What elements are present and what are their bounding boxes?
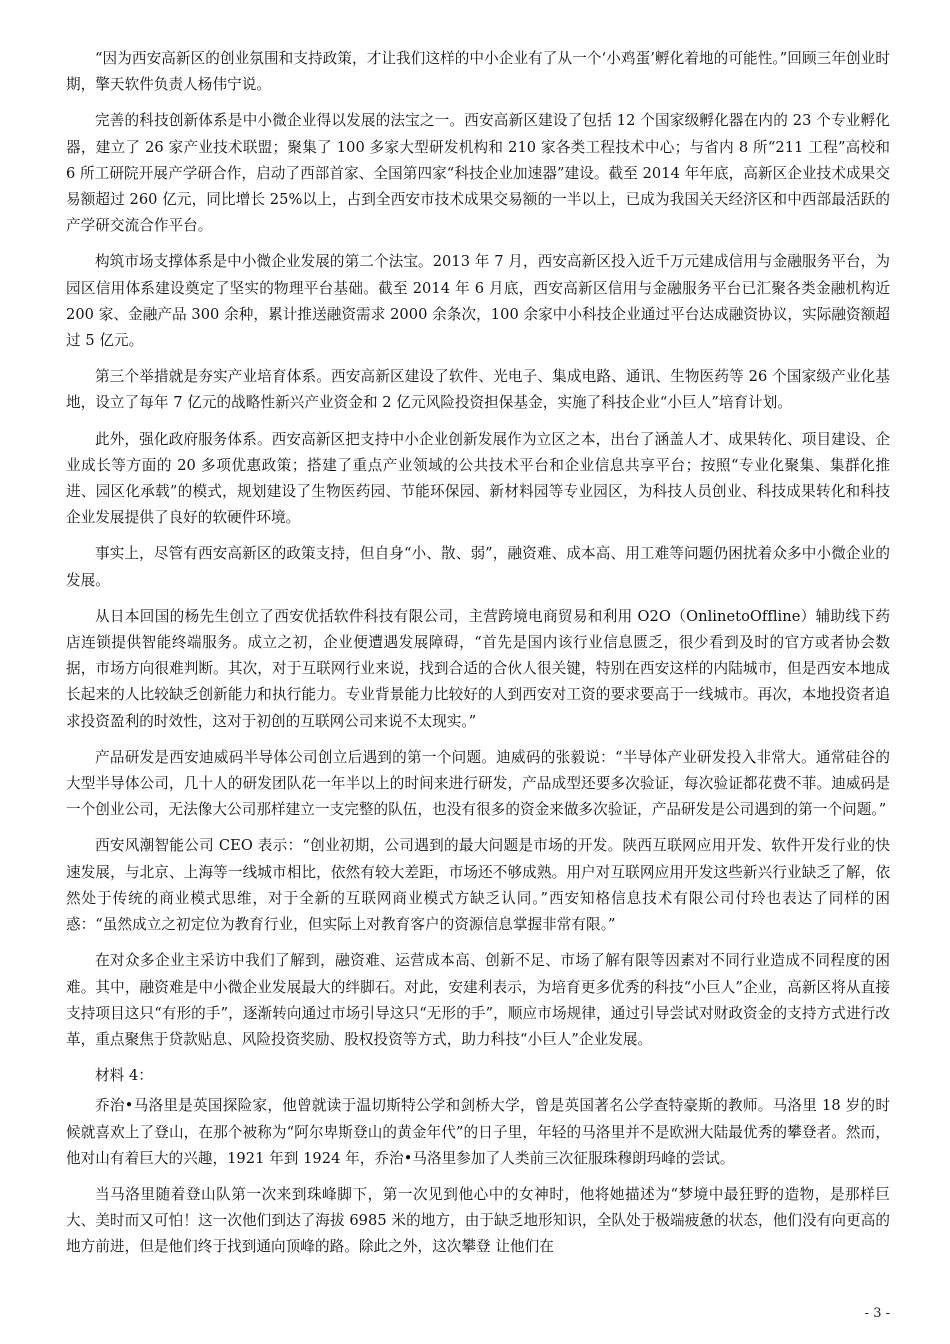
document-body [66,46,890,1271]
paragraph-quote-yang: “因为西安高新区的创业氛围和支持政策，才让我们这样的中小企业有了从一个‘小鸡蛋’孵化着地的可能性。”回顾三年创业时期，擎天软件负责人杨伟宁说。 [66,50,890,94]
paragraph-problems: 事实上，尽管有西安高新区的政策支持，但自身“小、散、弱”，融资难、成本高、用工难等问题仍困扰着众多中小微企业的发展。 [66,545,890,589]
paragraph-mallory-everest: 当马洛里随着登山队第一次来到珠峰脚下，第一次见到他心中的女神时，他将她描述为“梦境中最狂野的造物，是那样巨大、美时而又可怕！这一次他们到达了海拔 6985 米的地方，由于缺乏地形知识，全队处于极端疲惫的状态，他们没有向更高的地方前进，但是他们终于找到通向顶峰的路。除此之外，这次攀登 让他们在 [66,1185,890,1256]
paragraph-industry-cultivation: 第三个举措就是夯实产业培育体系。西安高新区建设了软件、光电子、集成电路、通讯、生物医药等 26 个国家级产业化基地，设立了每年 7 亿元的战略性新兴产业资金和 2 亿元风险投资担保基金，实施了科技企业“小巨人”培育计划。 [66,368,890,412]
page-number: - 3 - [864,1306,890,1321]
material-heading: 材料 4： [95,1067,153,1085]
paragraph-innovation-system: 完善的科技创新体系是中小微企业得以发展的法宝之一。西安高新区建设了包括 12 个国家级孵化器在内的 23 个专业孵化器，建立了 26 家产业技术联盟；聚集了 100 多家大型研发机构和 210 家各类工程技术中心；与省内 8 所“211 工程”高校和 6 所工研院开展产学研合作，启动了西部首家、全国第四家“科技企业加速器”建设。截至 2014 年年底，高新区企业技术成果交易额超过 260 亿元，同比增长 25%以上，占到全西安市技术成果交易额的一半以上，已成为我国关天经济区和中西部最活跃的产学研交流合作平台。 [66,112,890,235]
paragraph-market-support: 构筑市场支撑体系是中小微企业发展的第二个法宝。2013 年 7 月，西安高新区投入近千万元建成信用与金融服务平台，为园区信用体系建设奠定了坚实的物理平台基础。截至 2014 年 6 月底，西安高新区信用与金融服务平台已汇聚各类金融机构近 200 家、金融产品 300 余种，累计推送融资需求 2000 余条次，100 余家中小科技企业通过平台达成融资协议，实际融资额超过 5 亿元。 [66,253,890,350]
paragraph-yang-company: 从日本回国的杨先生创立了西安优括软件科技有限公司，主营跨境电商贸易和利用 O2O（OnlinetoOffline）辅助线下药店连锁提供智能终端服务。成立之初，企业便遭遇发展障碍，“首先是国内该行业信息匮乏，很少看到及时的官方或者协会数据，市场方向很难判断。其次，对于互联网行业来说，找到合适的合伙人很关键，特别在西安这样的内陆城市，但是西安本地成长起来的人比较缺乏创新能力和执行能力。专业背景能力比较好的人到西安对工资的要求要高于一线城市。再次，本地投资者追求投资盈利的时效性，这对于初创的互联网公司来说不太现实。” [66,607,890,730]
paragraph-government-service: 此外，强化政府服务体系。西安高新区把支持中小企业创新发展作为立区之本，出台了涵盖人才、成果转化、项目建设、企业成长等方面的 20 多项优惠政策；搭建了重点产业领域的公共技术平台和企业信息共享平台；按照“专业化聚集、集群化推进、园区化承载”的模式，规划建设了生物医药园、节能环保园、新材料园等专业园区，为科技人员创业、科技成果转化和科技企业发展提供了良好的软硬件环境。 [66,430,890,527]
paragraph-market-development: 西安风潮智能公司 CEO 表示：“创业初期，公司遇到的最大问题是市场的开发。陕西互联网应用开发、软件开发行业的快速发展，与北京、上海等一线城市相比，依然有较大差距，市场还不够成熟。用户对互联网应用开发这些新兴行业缺乏了解，依然处于传统的商业模式思维，对于全新的互联网商业模式方缺乏认同。”西安知格信息技术有限公司付玲也表达了同样的困惑：“虽然成立之初定位为教育行业，但实际上对教育客户的资源信息掌握非常有限。” [66,837,890,934]
paragraph-rd-problem: 产品研发是西安迪威码半导体公司创立后遇到的第一个问题。迪威码的张毅说：“半导体产业研发投入非常大。通常硅谷的大型半导体公司，几十人的研发团队花一年半以上的时间来进行研发，产品成型还要多次验证，每次验证都花费不菲。迪威码是一个创业公司，无法像大公司那样建立一支完整的队伍，也没有很多的资金来做多次验证，产品研发是公司遇到的第一个问题。” [66,748,890,819]
paragraph-financing: 在对众多企业主采访中我们了解到，融资难、运营成本高、创新不足、市场了解有限等因素对不同行业造成不同程度的困难。其中，融资难是中小微企业发展最大的绊脚石。对此，安建利表示，为培育更多优秀的科技“小巨人”企业，高新区将从直接支持项目这只“有形的手”，逐渐转向通过市场引导这只“无形的手”，顺应市场规律，通过引导尝试对财政资金的支持方式进行改革，重点聚焦于贷款贴息、风险投资奖励、股权投资等方式，助力科技“小巨人”企业发展。 [66,952,890,1048]
paragraph-mallory-intro: 乔治•马洛里是英国探险家，他曾就读于温切斯特公学和剑桥大学，曾是英国著名公学查特豪斯的教师。马洛里 18 岁的时候就喜欢上了登山，在那个被称为“阿尔卑斯登山的黄金年代”的日子里，年轻的马洛里并不是欧洲大陆最优秀的攀登者。然而，他对山有着巨大的兴趣，1921 年到 1924 年，乔治•马洛里参加了人类前三次征服珠穆朗玛峰的尝试。 [66,1097,890,1167]
